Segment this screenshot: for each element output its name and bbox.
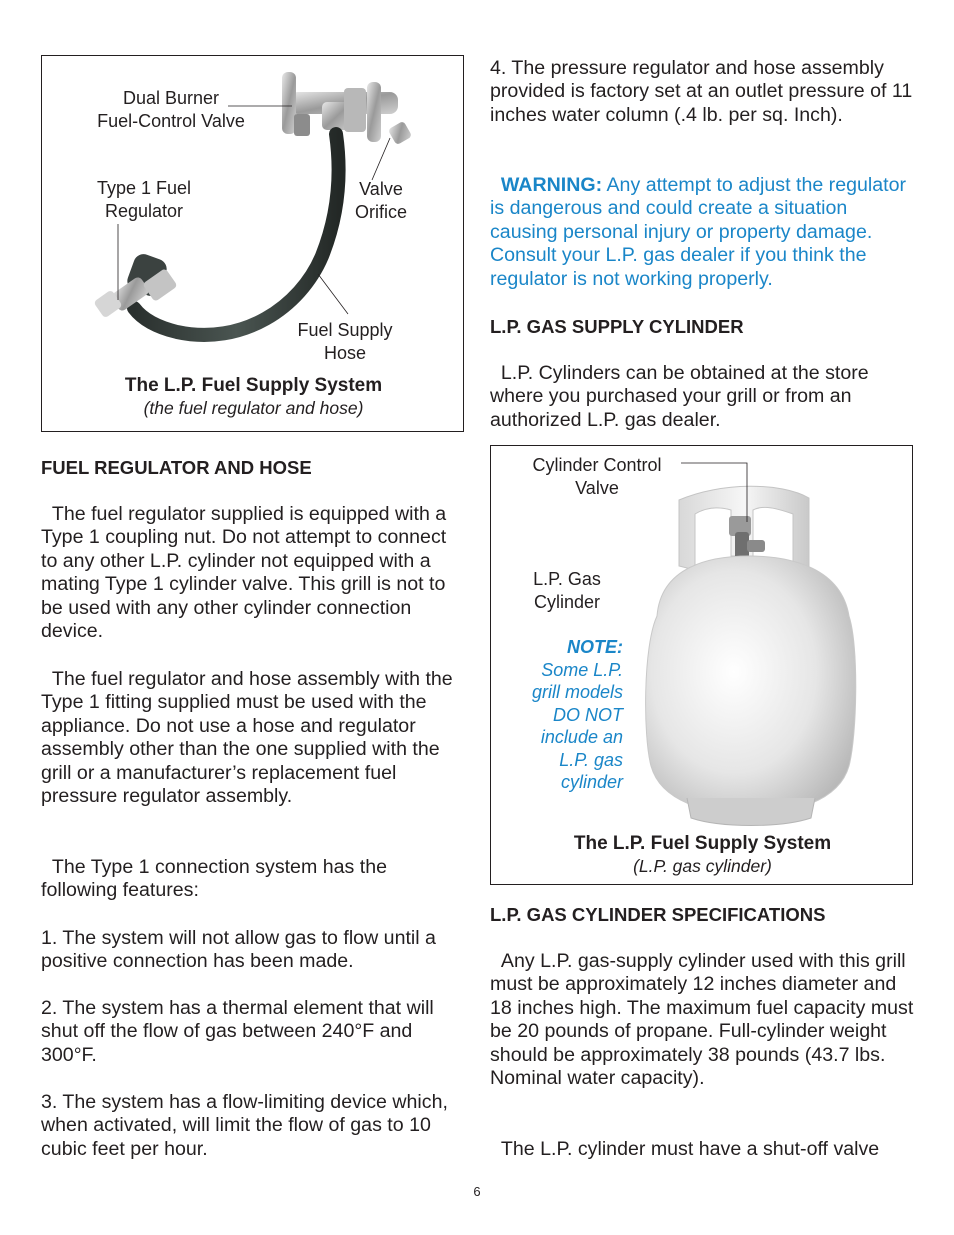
paragraph-hose-assembly: The fuel regulator and hose assembly with the Type 1 fitting supplied must be used with the appliance. Do not use a hose and regulator assembly other than the one supplied with the grill or a manufacturer’s replacement fuel pressure regulator assembly. xyxy=(41,668,458,808)
figure2-caption-title: The L.P. Fuel Supply System xyxy=(573,833,832,854)
figure2-caption-subtitle: (L.P. gas cylinder) xyxy=(633,856,772,876)
label-cylinder-control-valve: Cylinder Control Valve xyxy=(532,455,662,498)
label-dual-burner-valve: Dual Burner Fuel-Control Valve xyxy=(97,88,245,131)
paragraph-cylinder-specs: Any L.P. gas-supply cylinder used with this grill must be approximately 12 inches diameter and 18 inches high. The maximum fuel capacity must be 20 pounds of propane. Full-cylinder weight should be approximately 38 pounds (43.7 lbs. Nominal water capacity). xyxy=(490,950,919,1090)
figure2-caption xyxy=(491,832,914,877)
figure1-caption xyxy=(42,374,465,419)
heading-cylinder-specifications: L.P. GAS CYLINDER SPECIFICATIONS xyxy=(490,904,826,925)
list-item-3: 3. The system has a flow-limiting device which, when activated, will limit the flow of gas to 10 cubic feet per hour. xyxy=(41,1091,448,1160)
figure1-caption-title: The L.P. Fuel Supply System xyxy=(124,375,383,396)
warning-text: Any attempt to adjust the regulator is dangerous and could create a situation causing personal injury or property damage. Consult your L.P. gas dealer if you think the regulator is not working properly. xyxy=(490,174,912,290)
dual-burner-valve-shape xyxy=(282,72,412,145)
fuel-supply-hose-shape xyxy=(134,134,339,335)
cylinder-body-shape xyxy=(646,556,856,814)
heading-gas-supply-cylinder: L.P. GAS SUPPLY CYLINDER xyxy=(490,316,744,337)
list-item-4: 4. The pressure regulator and hose assembly provided is factory set at an outlet pressure of 11 inches water column (.4 lb. per sq. Inch). xyxy=(490,57,913,126)
label-fuel-supply-hose: Fuel Supply Hose xyxy=(297,320,393,363)
paragraph-coupling-nut: The fuel regulator supplied is equipped with a Type 1 coupling nut. Do not attempt to connect to any other L.P. cylinder not equipped with a mating Type 1 cylinder valve. This grill is not to be used with any other cylinder connection device. xyxy=(41,503,452,643)
page-number: 6 xyxy=(473,1184,481,1199)
paragraph-type1-features: The Type 1 connection system has the following features: xyxy=(41,856,393,902)
heading-fuel-regulator: FUEL REGULATOR AND HOSE xyxy=(41,457,312,478)
paragraph-shutoff-valve: The L.P. cylinder must have a shut-off valve xyxy=(490,1138,880,1160)
label-valve-orifice: Valve Orifice xyxy=(354,179,407,222)
note-no-cylinder: NOTE: Some L.P. grill models DO NOT include an L.P. gas cylinder xyxy=(501,636,623,794)
label-type1-regulator: Type 1 Fuel Regulator xyxy=(96,178,192,221)
label-lp-gas-cylinder: L.P. Gas Cylinder xyxy=(533,569,601,612)
figure1-caption-subtitle: (the fuel regulator and hose) xyxy=(143,398,364,418)
figure-gas-cylinder-box xyxy=(490,445,913,885)
note-title: NOTE: xyxy=(567,637,623,657)
list-item-2: 2. The system has a thermal element that will shut off the flow of gas between 240°F and 300°F. xyxy=(41,997,434,1066)
paragraph-cylinders-obtained: L.P. Cylinders can be obtained at the store where you purchased your grill or from an authorized L.P. gas dealer. xyxy=(490,362,875,431)
warning-paragraph xyxy=(490,174,915,291)
figure-fuel-regulator-box xyxy=(41,55,464,432)
warning-label: WARNING: xyxy=(500,174,603,196)
list-item-1: 1. The system will not allow gas to flow until a positive connection has been made. xyxy=(41,927,436,973)
